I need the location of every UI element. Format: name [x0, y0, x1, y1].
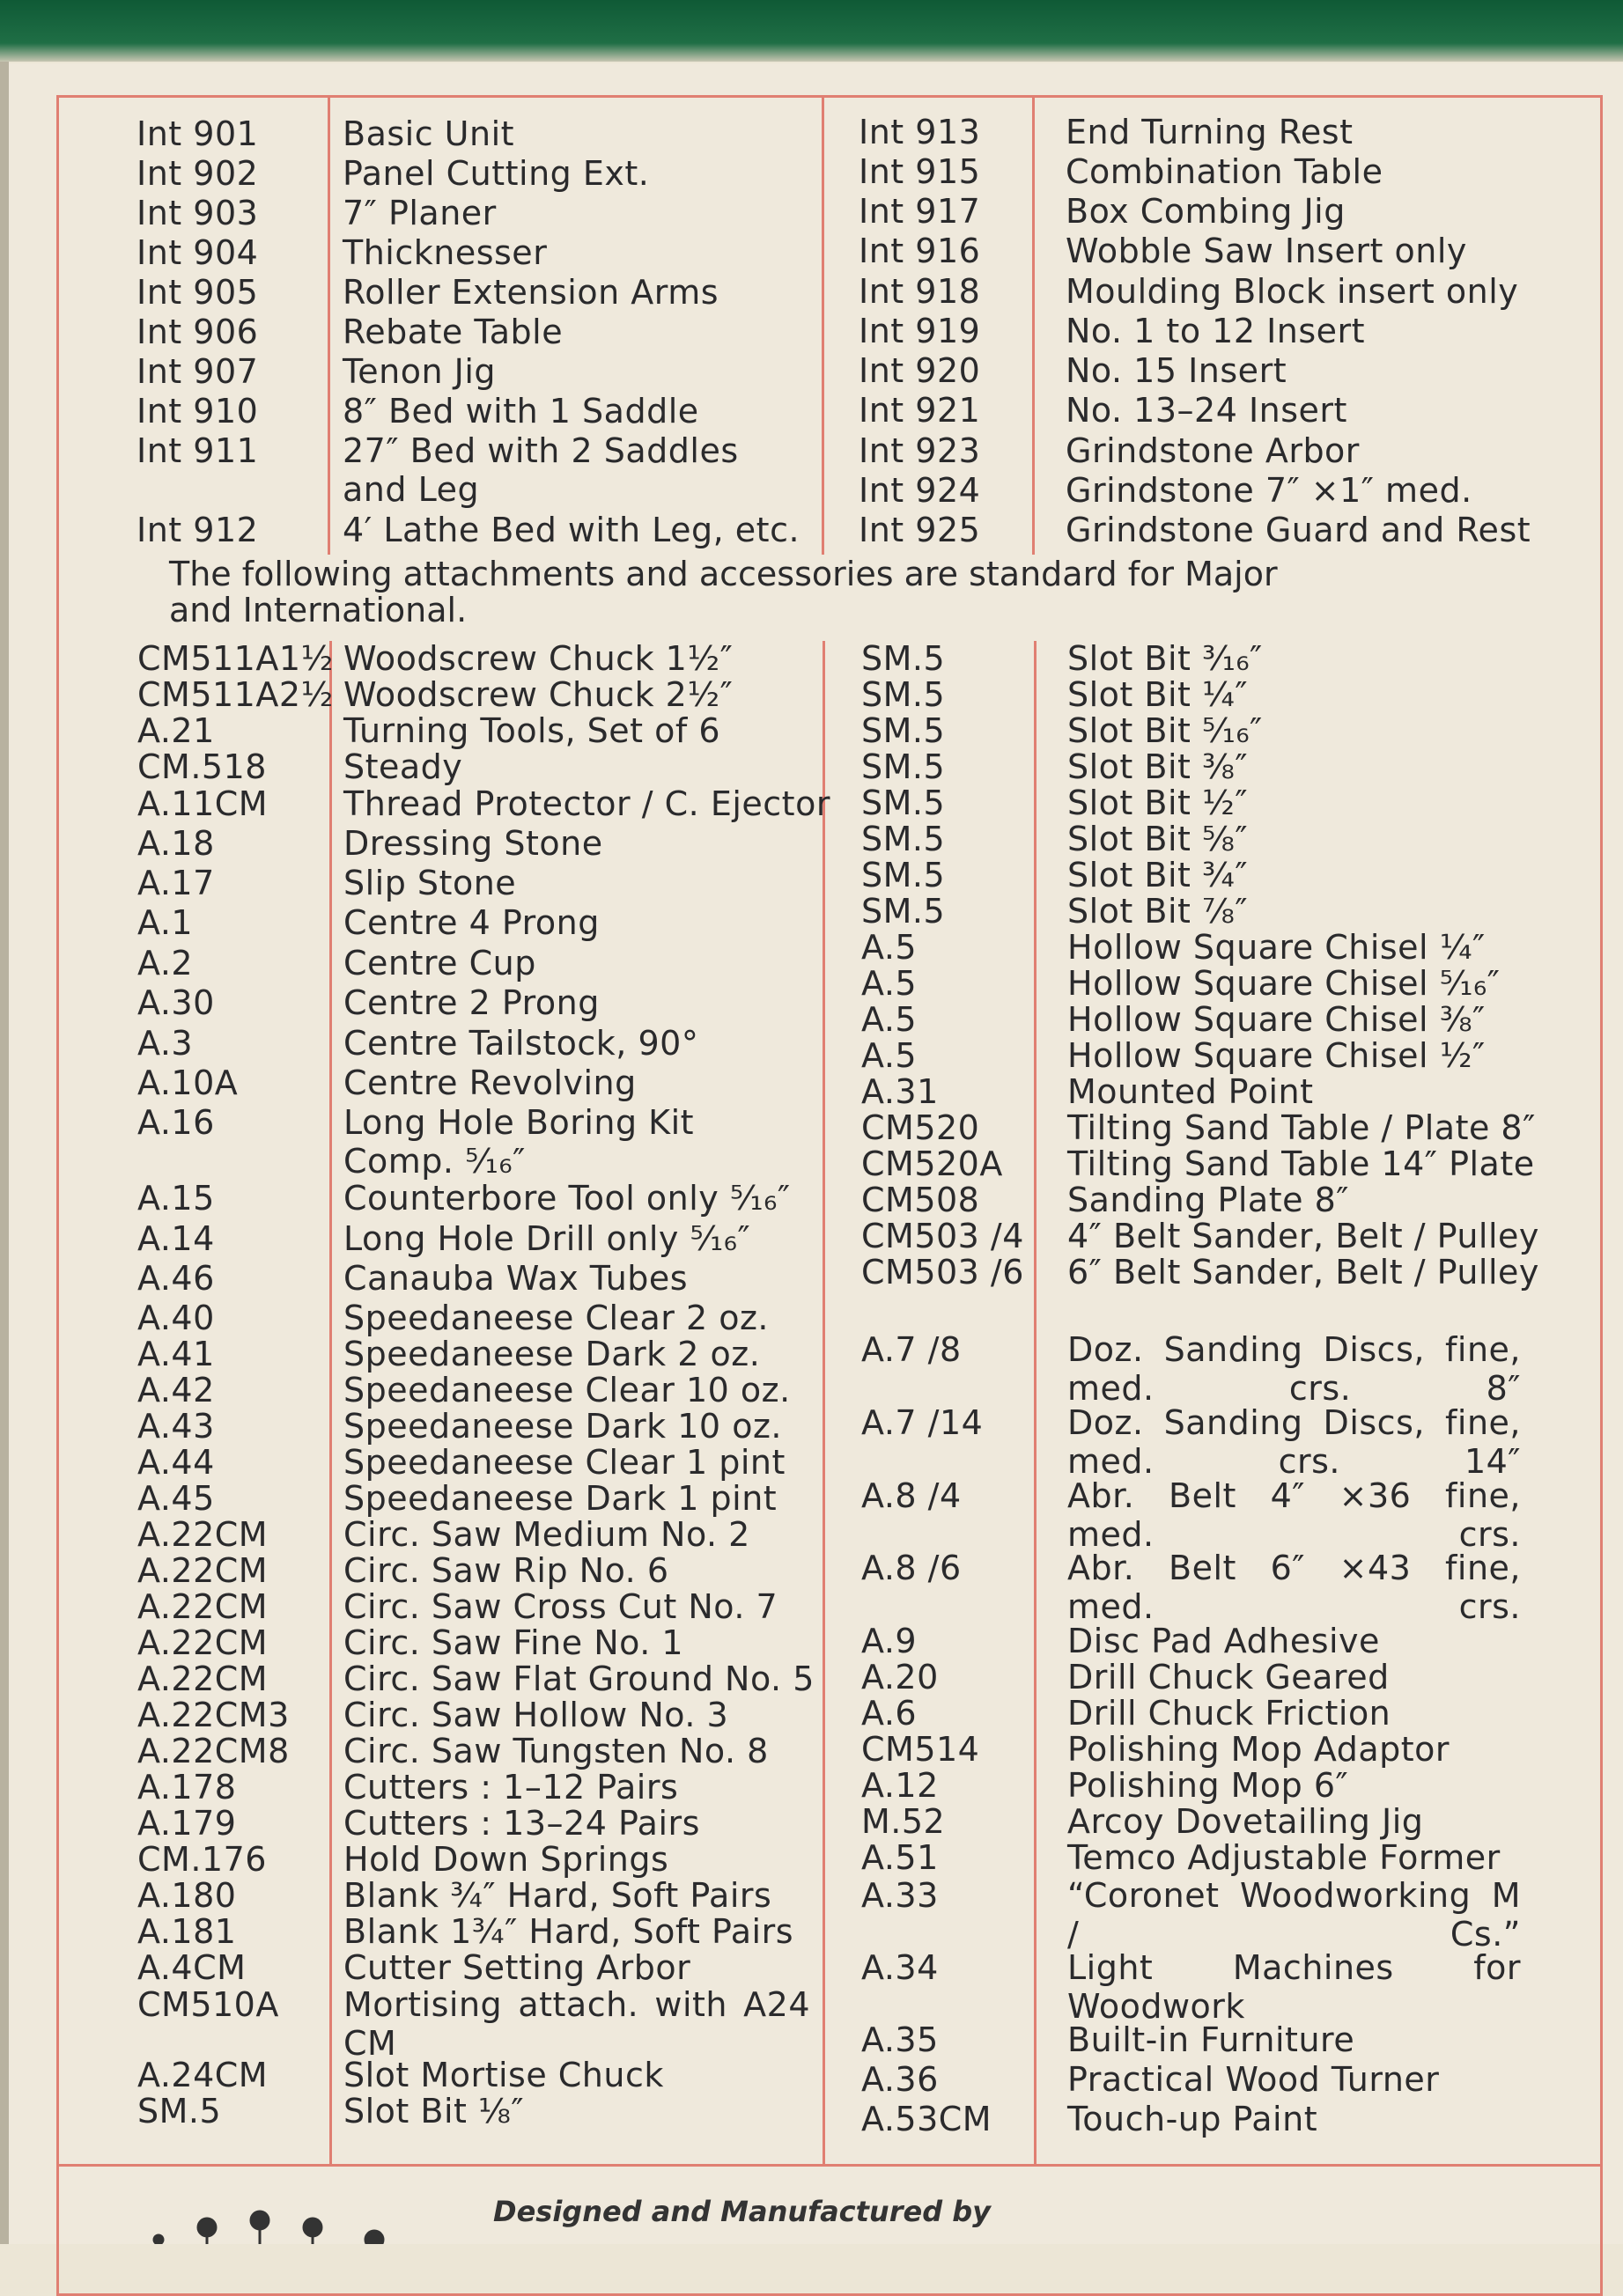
part-description: Steady — [343, 747, 463, 786]
part-description: No. 15 Insert — [1066, 351, 1287, 390]
part-code: A.40 — [137, 1299, 215, 1337]
part-code: A.181 — [137, 1912, 237, 1951]
part-description: Hollow Square Chisel ½″ — [1067, 1036, 1486, 1075]
part-code: A.2 — [137, 944, 194, 982]
rule-upper-1 — [328, 97, 330, 555]
part-description: Hollow Square Chisel ⅜″ — [1067, 1000, 1486, 1039]
part-description: Slot Bit ¾″ — [1067, 856, 1249, 894]
part-code: Int 902 — [136, 154, 259, 193]
part-description: Slot Bit ⅜″ — [1067, 747, 1249, 786]
part-description: Moulding Block insert only — [1066, 272, 1519, 311]
part-code: SM.5 — [861, 747, 946, 786]
part-description: Thicknesser — [343, 233, 548, 272]
part-code: A.1 — [137, 903, 194, 942]
part-code: A.4CM — [137, 1948, 247, 1987]
part-description: Woodscrew Chuck 1½″ — [343, 639, 734, 678]
part-code: A.24CM — [137, 2056, 269, 2094]
part-code: CM510A — [137, 1985, 279, 2024]
logo-dot — [304, 2219, 321, 2236]
part-code: A.9 — [861, 1622, 918, 1660]
part-description: Polishing Mop 6″ — [1067, 1766, 1349, 1805]
part-description: Tilting Sand Table / Plate 8″ — [1067, 1108, 1536, 1147]
part-code: SM.5 — [861, 639, 946, 678]
part-code: SM.5 — [137, 2092, 222, 2130]
part-description: Slot Bit ⅞″ — [1067, 892, 1249, 931]
part-code: A.16 — [137, 1103, 215, 1142]
part-description: Mortising attach. with A24 CM — [343, 1985, 810, 2063]
part-description: Built-in Furniture — [1067, 2020, 1355, 2059]
part-description: Turning Tools, Set of 6 — [343, 711, 721, 750]
part-code: A.12 — [861, 1766, 939, 1805]
part-description: Speedaneese Dark 2 oz. — [343, 1335, 761, 1373]
part-description: 4′ Lathe Bed with Leg, etc. — [343, 511, 800, 549]
logo-dot — [251, 2211, 269, 2229]
part-code: A.22CM — [137, 1587, 269, 1626]
part-description: Rebate Table — [343, 313, 564, 351]
part-description: Practical Wood Turner — [1067, 2060, 1440, 2099]
part-code: CM511A2½ — [137, 675, 334, 714]
part-code: Int 921 — [859, 391, 981, 430]
part-code: Int 917 — [859, 192, 981, 231]
rule-lower-1 — [329, 641, 332, 2166]
part-description: Polishing Mop Adaptor — [1067, 1730, 1450, 1769]
part-code: A.22CM — [137, 1623, 269, 1662]
part-code: A.11CM — [137, 784, 269, 823]
part-code: A.8 /4 — [861, 1476, 962, 1515]
part-description: Drill Chuck Friction — [1067, 1694, 1391, 1733]
part-code: CM508 — [861, 1181, 980, 1219]
part-description: Counterbore Tool only ⁵⁄₁₆″ — [343, 1179, 791, 1218]
part-description: Speedaneese Clear 10 oz. — [343, 1371, 791, 1409]
part-code: SM.5 — [861, 856, 946, 894]
part-description: Tilting Sand Table 14″ Plate — [1067, 1144, 1535, 1183]
part-code: A.51 — [861, 1838, 939, 1877]
logo-dot — [154, 2235, 163, 2244]
part-code: Int 920 — [859, 351, 981, 390]
part-code: A.31 — [861, 1072, 939, 1111]
part-description: Mounted Point — [1067, 1072, 1314, 1111]
rule-upper-2 — [822, 97, 824, 555]
part-description: Canauba Wax Tubes — [343, 1259, 689, 1298]
part-description: Doz. Sanding Discs, fine, med. crs. 14″ — [1067, 1403, 1521, 1481]
top-green-band — [0, 0, 1623, 62]
part-description: Centre Tailstock, 90° — [343, 1024, 699, 1063]
part-description: Box Combing Jig — [1066, 192, 1346, 231]
part-code: Int 912 — [136, 511, 259, 549]
part-code: A.5 — [861, 1036, 918, 1075]
part-description: Grindstone Arbor — [1066, 431, 1360, 470]
part-code: SM.5 — [861, 820, 946, 858]
part-code: A.178 — [137, 1768, 237, 1807]
part-description: Sanding Plate 8″ — [1067, 1181, 1349, 1219]
part-code: Int 903 — [136, 194, 259, 232]
part-code: CM514 — [861, 1730, 980, 1769]
part-code: Int 904 — [136, 233, 259, 272]
part-code: A.34 — [861, 1948, 939, 1987]
part-description: Hollow Square Chisel ⁵⁄₁₆″ — [1067, 964, 1501, 1003]
part-description: Tenon Jig — [343, 352, 497, 391]
part-description: Touch-up Paint — [1067, 2100, 1318, 2138]
part-description: Slot Bit ³⁄₁₆″ — [1067, 639, 1263, 678]
part-code: A.10A — [137, 1063, 239, 1102]
part-code: A.46 — [137, 1259, 215, 1298]
part-code: A.180 — [137, 1876, 237, 1915]
part-code: Int 906 — [136, 313, 259, 351]
part-code: A.8 /6 — [861, 1549, 962, 1587]
part-description: No. 1 to 12 Insert — [1066, 312, 1366, 350]
part-description: Light Machines for Woodwork — [1067, 1948, 1521, 2026]
part-description: Slot Bit ⁵⁄₁₆″ — [1067, 711, 1263, 750]
part-description: Hold Down Springs — [343, 1840, 669, 1879]
part-code: CM503 /6 — [861, 1253, 1024, 1292]
part-code: Int 919 — [859, 312, 981, 350]
part-description: Slip Stone — [343, 864, 517, 902]
part-code: A.43 — [137, 1407, 215, 1446]
part-code: A.5 — [861, 964, 918, 1003]
part-description: Abr. Belt 6″ ×43 fine, med. crs. — [1067, 1549, 1521, 1626]
part-code: SM.5 — [861, 892, 946, 931]
part-description: Blank 1¾″ Hard, Soft Pairs — [343, 1912, 793, 1951]
part-code: CM.518 — [137, 747, 267, 786]
part-description: 6″ Belt Sander, Belt / Pulley — [1067, 1253, 1539, 1292]
part-description: Grindstone 7″ ×1″ med. — [1066, 471, 1472, 510]
part-description: Hollow Square Chisel ¼″ — [1067, 928, 1486, 967]
part-description: Combination Table — [1066, 152, 1383, 191]
rule-bottom — [56, 2164, 1603, 2167]
part-description: Roller Extension Arms — [343, 273, 719, 312]
part-code: Int 915 — [859, 152, 981, 191]
part-description: Dressing Stone — [343, 824, 603, 863]
part-code: A.5 — [861, 928, 918, 967]
part-code: Int 916 — [859, 232, 981, 270]
part-description: Doz. Sanding Discs, fine, med. crs. 8″ — [1067, 1330, 1521, 1408]
part-code: SM.5 — [861, 784, 946, 822]
part-description: Slot Bit ⅛″ — [343, 2092, 525, 2130]
part-description: Circ. Saw Medium No. 2 — [343, 1515, 750, 1554]
part-code: Int 901 — [136, 114, 259, 153]
footer-credit: Designed and Manufactured by — [493, 2195, 991, 2228]
part-code: Int 913 — [859, 113, 981, 151]
part-description: Grindstone Guard and Rest — [1066, 511, 1531, 549]
part-description: Abr. Belt 4″ ×36 fine, med. crs. — [1067, 1476, 1521, 1554]
part-code: A.7 /8 — [861, 1330, 962, 1369]
page-left-edge — [0, 62, 9, 2244]
part-code: Int 907 — [136, 352, 259, 391]
part-code: Int 925 — [859, 511, 981, 549]
part-code: A.21 — [137, 711, 215, 750]
logo-dots — [150, 2210, 405, 2244]
part-description: Basic Unit — [343, 114, 515, 153]
part-description: Slot Bit ½″ — [1067, 784, 1249, 822]
part-code: A.44 — [137, 1443, 215, 1482]
part-description: Circ. Saw Flat Ground No. 5 — [343, 1659, 815, 1698]
part-description: Speedaneese Clear 2 oz. — [343, 1299, 769, 1337]
logo-dot — [198, 2219, 216, 2236]
part-code: A.14 — [137, 1219, 215, 1258]
part-description: Cutters : 13–24 Pairs — [343, 1804, 700, 1843]
part-code: M.52 — [861, 1802, 946, 1841]
part-code: A.20 — [861, 1658, 939, 1696]
part-description: 4″ Belt Sander, Belt / Pulley — [1067, 1217, 1539, 1255]
part-code: A.36 — [861, 2060, 939, 2099]
part-code: Int 918 — [859, 272, 981, 311]
part-code: A.22CM8 — [137, 1732, 290, 1770]
part-description: Circ. Saw Cross Cut No. 7 — [343, 1587, 778, 1626]
part-code: Int 910 — [136, 392, 259, 430]
part-description: Cutters : 1–12 Pairs — [343, 1768, 679, 1807]
part-description: Panel Cutting Ext. — [343, 154, 650, 193]
part-code: A.7 /14 — [861, 1403, 984, 1442]
part-description: Disc Pad Adhesive — [1067, 1622, 1380, 1660]
part-code: A.35 — [861, 2020, 939, 2059]
rule-upper-3 — [1032, 97, 1035, 555]
part-description: Slot Mortise Chuck — [343, 2056, 664, 2094]
part-description: Long Hole Boring Kit Comp. ⁵⁄₁₆″ — [343, 1103, 695, 1181]
part-code: A.3 — [137, 1024, 194, 1063]
part-description: Speedaneese Dark 1 pint — [343, 1479, 778, 1518]
part-description: End Turning Rest — [1066, 113, 1354, 151]
part-code: Int 905 — [136, 273, 259, 312]
part-code: Int 923 — [859, 431, 981, 470]
part-description: Thread Protector / C. Ejector — [343, 784, 830, 823]
part-description: Blank ¾″ Hard, Soft Pairs — [343, 1876, 772, 1915]
part-code: SM.5 — [861, 711, 946, 750]
part-code: A.22CM — [137, 1515, 269, 1554]
part-code: A.6 — [861, 1694, 918, 1733]
part-code: CM.176 — [137, 1840, 267, 1879]
part-description: Centre Revolving — [343, 1063, 637, 1102]
part-code: A.45 — [137, 1479, 215, 1518]
part-code: Int 911 — [136, 431, 259, 470]
part-description: Circ. Saw Hollow No. 3 — [343, 1696, 729, 1734]
part-code: CM520 — [861, 1108, 980, 1147]
part-description: Wobble Saw Insert only — [1066, 232, 1467, 270]
part-code: A.18 — [137, 824, 215, 863]
part-code: A.22CM — [137, 1659, 269, 1698]
part-description: Drill Chuck Geared — [1067, 1658, 1390, 1696]
rule-lower-2 — [823, 641, 825, 2166]
part-description: Long Hole Drill only ⁵⁄₁₆″ — [343, 1219, 751, 1258]
part-description: Temco Adjustable Former — [1067, 1838, 1501, 1877]
part-description: Slot Bit ⅝″ — [1067, 820, 1249, 858]
part-code: CM511A1½ — [137, 639, 334, 678]
part-code: A.22CM3 — [137, 1696, 290, 1734]
part-description: Circ. Saw Tungsten No. 8 — [343, 1732, 769, 1770]
part-description: Cutter Setting Arbor — [343, 1948, 691, 1987]
part-code: CM520A — [861, 1144, 1003, 1183]
logo-dot — [365, 2231, 383, 2244]
rule-lower-3 — [1034, 641, 1037, 2166]
part-description: No. 13–24 Insert — [1066, 391, 1347, 430]
part-description: Centre 4 Prong — [343, 903, 600, 942]
part-code: A.17 — [137, 864, 215, 902]
part-description: 7″ Planer — [343, 194, 497, 232]
part-description: “Coronet Woodworking M / Cs.” — [1067, 1876, 1521, 1954]
part-description: Centre Cup — [343, 944, 536, 982]
part-code: A.41 — [137, 1335, 215, 1373]
part-description: Centre 2 Prong — [343, 983, 600, 1022]
part-description: Arcoy Dovetailing Jig — [1067, 1802, 1424, 1841]
part-code: A.15 — [137, 1179, 215, 1218]
standard-note: The following attachments and accessories are standard for Major and International. — [169, 555, 1278, 629]
part-description: Speedaneese Clear 1 pint — [343, 1443, 786, 1482]
part-code: A.179 — [137, 1804, 237, 1843]
part-description: 27″ Bed with 2 Saddles and Leg — [343, 431, 739, 509]
part-code: CM503 /4 — [861, 1217, 1024, 1255]
part-code: A.53CM — [861, 2100, 992, 2138]
part-description: Circ. Saw Rip No. 6 — [343, 1551, 669, 1590]
part-code: A.5 — [861, 1000, 918, 1039]
part-description: Slot Bit ¼″ — [1067, 675, 1249, 714]
part-description: Speedaneese Dark 10 oz. — [343, 1407, 782, 1446]
part-code: A.42 — [137, 1371, 215, 1409]
part-code: SM.5 — [861, 675, 946, 714]
part-code: A.33 — [861, 1876, 939, 1915]
part-description: 8″ Bed with 1 Saddle — [343, 392, 699, 430]
part-description: Woodscrew Chuck 2½″ — [343, 675, 734, 714]
part-code: A.30 — [137, 983, 215, 1022]
part-code: Int 924 — [859, 471, 981, 510]
part-code: A.22CM — [137, 1551, 269, 1590]
part-description: Circ. Saw Fine No. 1 — [343, 1623, 684, 1662]
